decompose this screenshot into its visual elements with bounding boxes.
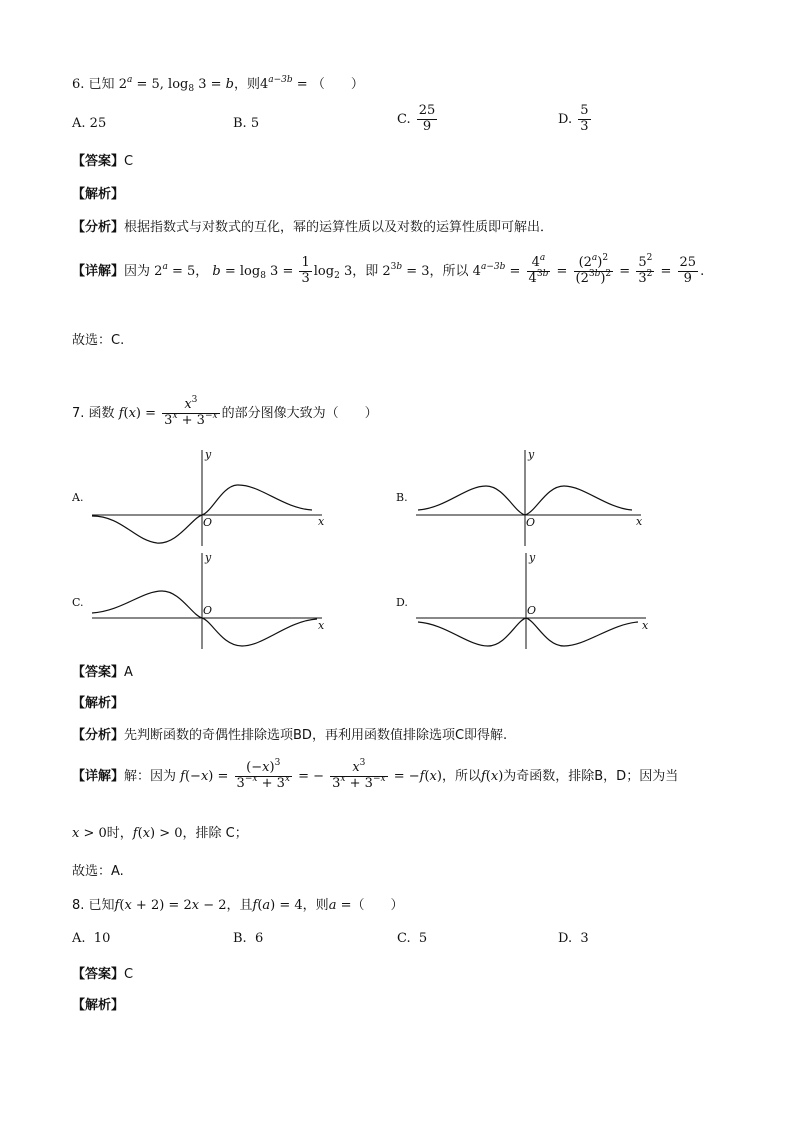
q8-stem <box>72 894 404 913</box>
axis-label-x: x <box>318 515 325 528</box>
analysis-tag: 【解析】 <box>72 998 125 1013</box>
analysis-tag: 【解析】 <box>72 187 125 202</box>
q7-graph-d[interactable] <box>396 551 666 651</box>
q6-stem-math: $2^a = 5$, $\log_8 3 = b$ <box>118 75 234 94</box>
q8-option-a <box>72 931 110 946</box>
q8-answer <box>72 963 133 982</box>
option-letter: C. <box>397 111 411 127</box>
answer-tag: 【答案】 <box>72 154 125 169</box>
option-value: 3 <box>580 931 589 946</box>
q6-detail-math: $2^a = 5$， $b = \log_8 3$ = $\frac{1}{3}$ $\log_2 3$，即 $2^{3b} = 3$，所以 $4^{a-3b}$ = $\frac{4^a}{4^{3b}}$ = $\frac{(2^a)^2}{(2^{3b})^2}$ = $\frac{5^2}{3^2}$ = $\frac{25}{9}$ . <box>154 253 705 286</box>
graph-label: D. <box>396 596 408 609</box>
answer-value: C <box>124 154 134 169</box>
axis-label-y: y <box>528 448 535 461</box>
answer-value: A <box>124 665 133 680</box>
q7-detail-math: f(−x) = $\frac{(-x)^3}{3^{-x} + 3^x}$ = − $\frac{x^3}{3^x + 3^{-x}}$ = −f(x) <box>180 758 442 791</box>
axis-label-y: y <box>205 551 212 564</box>
option-fraction <box>417 104 438 135</box>
q7-stem-prefix: 7. 函数 <box>72 405 115 421</box>
q6-blank: （ ） <box>311 77 364 92</box>
answer-value: C <box>124 967 134 982</box>
q7-graph-c[interactable] <box>72 551 342 651</box>
option-value: 10 <box>93 931 111 946</box>
axis-label-y: y <box>205 448 212 461</box>
fenxi-tag: 【分析】 <box>72 220 125 235</box>
q7-analysis-heading <box>72 692 124 711</box>
option-letter: A. <box>72 116 86 131</box>
fenxi-tag: 【分析】 <box>72 728 125 743</box>
q7-detail <box>72 758 679 792</box>
fenxi-text: 根据指数式与对数式的互化，幂的运算性质以及对数的运算性质即可解出． <box>124 220 554 235</box>
origin-label: O <box>203 516 213 529</box>
q7-answer <box>72 661 133 680</box>
axis-label-x: x <box>642 619 649 632</box>
q8-analysis-heading <box>72 994 124 1013</box>
q6-target-math: $4^{a-3b}$ = <box>259 75 308 92</box>
fenxi-text: 先判断函数的奇偶性排除选项BD，再利用函数值排除选项C即得解. <box>124 728 508 743</box>
q6-stem <box>72 73 364 92</box>
q6-option-c <box>397 104 439 135</box>
graph-label: C. <box>72 596 84 609</box>
origin-label: O <box>527 604 537 617</box>
detail-mid2: 为奇函数，排除B，D；因为当 <box>503 768 679 784</box>
conclusion-text: 故选：C. <box>72 333 125 348</box>
q8-value-math: f(a) = 4 <box>252 898 303 913</box>
option-letter: A. <box>72 931 86 946</box>
detail-mid: ，所以 <box>441 768 481 784</box>
q6-option-a <box>72 116 106 131</box>
q8-condition-math: f(x + 2) = 2x − 2 <box>114 898 227 913</box>
q6-answer <box>72 150 133 169</box>
origin-label: O <box>526 516 536 529</box>
option-value: 25 <box>89 116 107 131</box>
q7-graph-a[interactable] <box>72 448 342 548</box>
origin-label: O <box>203 604 213 617</box>
option-value: 6 <box>254 931 264 946</box>
detail-tag: 【详解】 <box>72 263 125 279</box>
option-fraction <box>578 104 590 135</box>
curve <box>418 618 638 646</box>
q7-detail-line2 <box>72 822 248 841</box>
option-value: 5 <box>250 116 260 131</box>
analysis-tag: 【解析】 <box>72 696 125 711</box>
q7-graph-b[interactable] <box>396 448 666 548</box>
q7-x-positive-math: x > 0 <box>72 826 107 841</box>
q6-stem-suffix: ，则 <box>233 77 260 92</box>
option-letter: D. <box>558 111 573 127</box>
fraction-numerator: 25 <box>418 103 436 118</box>
axis-label-x: x <box>318 619 325 632</box>
detail-line2-mid: 时， <box>106 826 133 841</box>
q8-option-c <box>397 931 427 946</box>
q8-option-b <box>233 931 263 946</box>
q6-option-b <box>233 116 259 131</box>
q8-stem-prefix: 8. 已知 <box>72 898 115 913</box>
option-letter: C. <box>397 931 411 946</box>
q8-stem-mid2: ，则 <box>302 898 329 913</box>
q8-blank: （ ） <box>351 898 404 913</box>
fraction-numerator: 5 <box>580 103 589 118</box>
q6-fenxi <box>72 216 553 235</box>
q7-fenxi <box>72 724 507 743</box>
q7-function-math: f(x) = $\frac{x^3}{3^x + 3^{-x}}$ <box>118 395 218 428</box>
detail-prefix: 因为 <box>124 263 151 279</box>
fraction-denominator: 3 <box>580 118 589 134</box>
option-value: 5 <box>418 931 428 946</box>
q7-stem <box>72 395 378 429</box>
q6-analysis-heading <box>72 183 124 202</box>
option-letter: B. <box>233 931 247 946</box>
q6-option-d <box>558 104 593 135</box>
graph-label: A. <box>72 491 84 504</box>
q8-target-math: a = <box>328 898 352 913</box>
answer-tag: 【答案】 <box>72 967 125 982</box>
option-letter: B. <box>233 116 247 131</box>
graph-label: B. <box>396 491 408 504</box>
axis-label-x: x <box>636 515 643 528</box>
q6-stem-prefix: 6. 已知 <box>72 77 115 92</box>
detail-tag: 【详解】 <box>72 768 125 784</box>
answer-tag: 【答案】 <box>72 665 125 680</box>
detail-prefix: 解：因为 <box>124 768 177 784</box>
detail-line2-end: ，排除 C； <box>182 826 248 841</box>
fraction-denominator: 9 <box>422 118 432 134</box>
option-letter: D. <box>558 931 573 946</box>
q6-detail <box>72 253 705 287</box>
axis-label-y: y <box>529 551 536 564</box>
conclusion-text: 故选：A. <box>72 864 124 879</box>
q8-option-d <box>558 931 589 946</box>
q7-conclusion <box>72 860 124 879</box>
q7-stem-suffix: 的部分图像大致为（ ） <box>221 405 378 421</box>
q6-conclusion <box>72 329 124 348</box>
q7-fx-math: f(x) <box>480 768 504 784</box>
q8-stem-mid: ，且 <box>226 898 253 913</box>
q7-fx-positive-math: f(x) > 0 <box>132 826 183 841</box>
